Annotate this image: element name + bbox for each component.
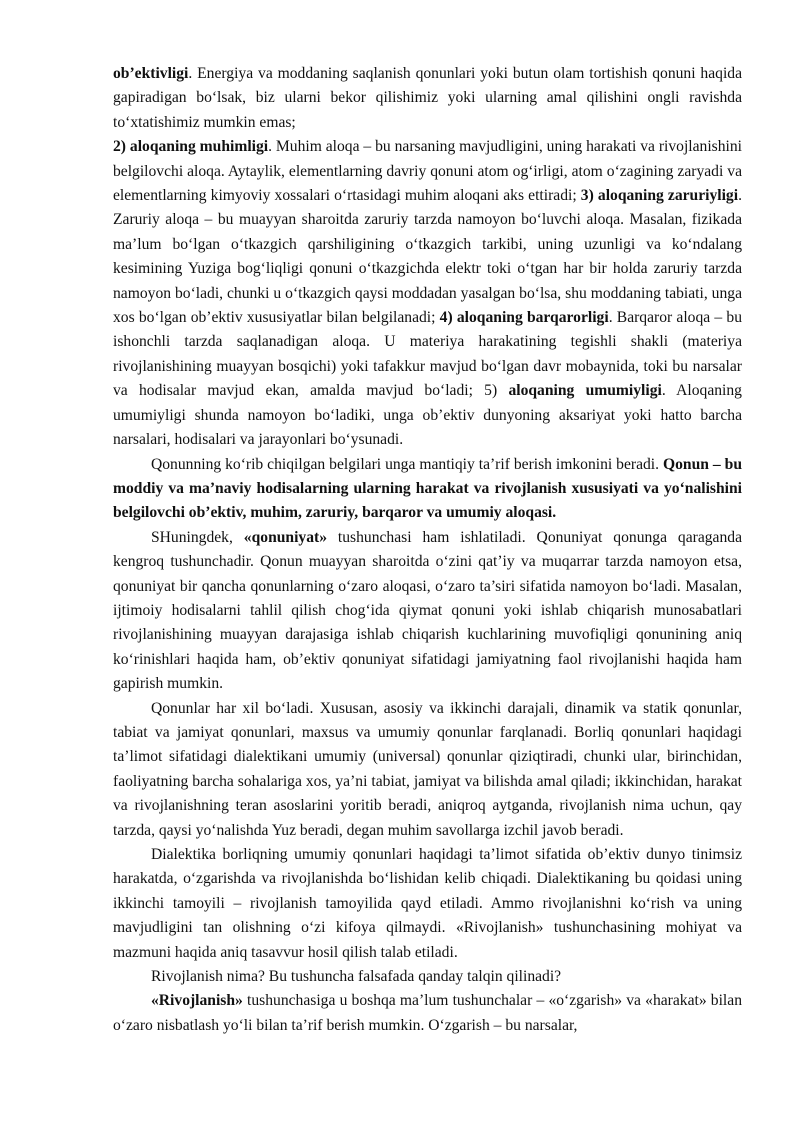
- bold-text-run: 2) aloqaning muhimligi: [113, 138, 269, 156]
- bold-text-run: aloqaning umumiyligi: [508, 382, 662, 400]
- text-run: . Aloqaning umumiyligi shunda namoyon bo‘ladiki, unga ob’ektiv dunyoning aksariyat yoki hatto barcha narsalari, hodisalari va jarayonlari bo‘ysunadi.: [113, 382, 742, 449]
- document-page: [113, 62, 742, 1038]
- paragraph: [113, 135, 742, 452]
- paragraph: [113, 989, 742, 1038]
- text-run: SHuningdek,: [151, 528, 244, 546]
- paragraph: [113, 526, 742, 697]
- paragraph: [113, 697, 742, 843]
- text-run: . Barqaror aloqa – bu ishonchli tarzda saqlanadigan aloqa. U materiya harakatining tegishli shakli (materiya rivojlanishining muayyan bosqichi) yoki tafakkur mavjud bo‘lgan davr mobaynida, toki bu narsalar va hodisalar mavjud ekan, amalda mavjud bo‘ladi; 5): [113, 309, 742, 400]
- paragraph: [113, 62, 742, 135]
- bold-text-run: 4) aloqaning barqarorligi: [439, 309, 609, 327]
- text-run: . Zaruriy aloqa – bu muayyan sharoitda zaruriy tarzda namoyon bo‘luvchi aloqa. Masalan, fizikada ma’lum bo‘lgan o‘tkazgich qarshiligining o‘tkazgich tarkibi, uning uzunligi va ko‘ndalang kesimining Yuziga bog‘liqligi qonuni o‘tkazgichda elektr toki o‘tgan har bir holda zaruriy tarzda namoyon bo‘ladi, chunki u o‘tkazgich qaysi moddadan yasalgan bo‘lsa, shu moddaning tabiati, unga xos bo‘lgan ob’ektiv xususiyatlar bilan belgilanadi;: [113, 187, 742, 327]
- bold-text-run: ob’ektivligi: [113, 65, 189, 82]
- bold-text-run: «qonuniyat»: [243, 528, 327, 546]
- text-run: tushunchasi ham ishlatiladi. Qonuniyat qonunga qaraganda kengroq tushunchadir. Qonun muayyan sharoitda o‘zini qat’iy va muqarrar tarzda namoyon etsa, qonuniyat bir qancha qonunlarning o‘zaro aloqasi, o‘zaro ta’siri sifatida namoyon bo‘ladi. Masalan, ijtimoiy hodisalarni tahlil qilish chog‘ida qiymat qonuni yoki ishlab chiqarish munosabatlari rivojlanishining muayyan darajasiga ishlab chiqarish kuchlarining muvofiqligi qonunining aniq ko‘rinishlari haqida ham, ob’ektiv qonuniyat sifatidagi jamiyatning faol rivojlanishi haqida ham gapirish mumkin.: [113, 528, 742, 693]
- bold-text-run: Qonun – bu moddiy va ma’naviy hodisalarning ularning harakat va rivojlanish xususiyati va yo‘nalishini belgilovchi ob’ektiv, muhim, zaruriy, barqaror va umumiy aloqasi.: [113, 455, 742, 522]
- text-run: Qonunlar har xil bo‘ladi. Xususan, asosiy va ikkinchi darajali, dinamik va statik qonunlar, tabiat va jamiyat qonunlari, maxsus va umumiy qonunlar farqlanadi. Borliq qonunlari haqidagi ta’limot sifatidagi dialektikani umumiy (universal) qonunlar qiziqtiradi, chunki ular, birinchidan, faoliyatning barcha sohalariga xos, ya’ni tabiat, jamiyat va bilishda amal qiladi; ikkinchidan, harakat va rivojlanishning teran asoslarini yoritib beradi, aniqroq aytganda, rivojlanish nima uchun, qay tarzda, qaysi yo‘nalishda Yuz beradi, degan muhim savollarga izchil javob beradi.: [113, 699, 742, 839]
- paragraph: [113, 453, 742, 526]
- text-run: Qonunning ko‘rib chiqilgan belgilari unga mantiqiy ta’rif berish imkonini beradi.: [151, 455, 663, 473]
- text-run: . Muhim aloqa – bu narsaning mavjudligini, uning harakati va rivojlanishini belgilovchi aloqa. Aytaylik, elementlarning davriy qonuni atom og‘irligi, atom o‘zagining zaryadi va elementlarning kimyoviy xossalari o‘rtasidagi muhim aloqani aks ettiradi;: [113, 138, 742, 205]
- bold-text-run: «Rivojlanish»: [151, 992, 243, 1010]
- text-run: Dialektika borliqning umumiy qonunlari haqidagi ta’limot sifatida ob’ektiv dunyo tinimsiz harakatda, o‘zgarishda va rivojlanishda bo‘lishidan kelib chiqadi. Dialektikaning bu qoidasi uning ikkinchi tamoyili – rivojlanish tamoyilida qayd etiladi. Ammo rivojlanishni ko‘rish va uning mavjudligini tan olishning o‘zi kifoya qilmaydi. «Rivojlanish» tushunchasining mohiyat va mazmuni haqida aniq tasavvur hosil qilish talab etiladi.: [113, 846, 742, 961]
- paragraph: [113, 965, 742, 989]
- paragraph: [113, 843, 742, 965]
- text-run: Rivojlanish nima? Bu tushuncha falsafada qanday talqin qilinadi?: [151, 968, 562, 986]
- text-run: tushunchasiga u boshqa ma’lum tushunchalar – «o‘zgarish» va «harakat» bilan o‘zaro nisbatlash yo‘li bilan ta’rif berish mumkin. O‘zgarish – bu narsalar,: [113, 992, 742, 1034]
- bold-text-run: 3) aloqaning zaruriyligi: [580, 187, 739, 205]
- text-run: . Energiya va moddaning saqlanish qonunlari yoki butun olam tortishish qonuni haqida gapiradigan bo‘lsak, biz ularni bekor qilishimiz yoki ularning amal qilishini ongli ravishda to‘xtatishimiz mumkin emas;: [113, 65, 742, 131]
